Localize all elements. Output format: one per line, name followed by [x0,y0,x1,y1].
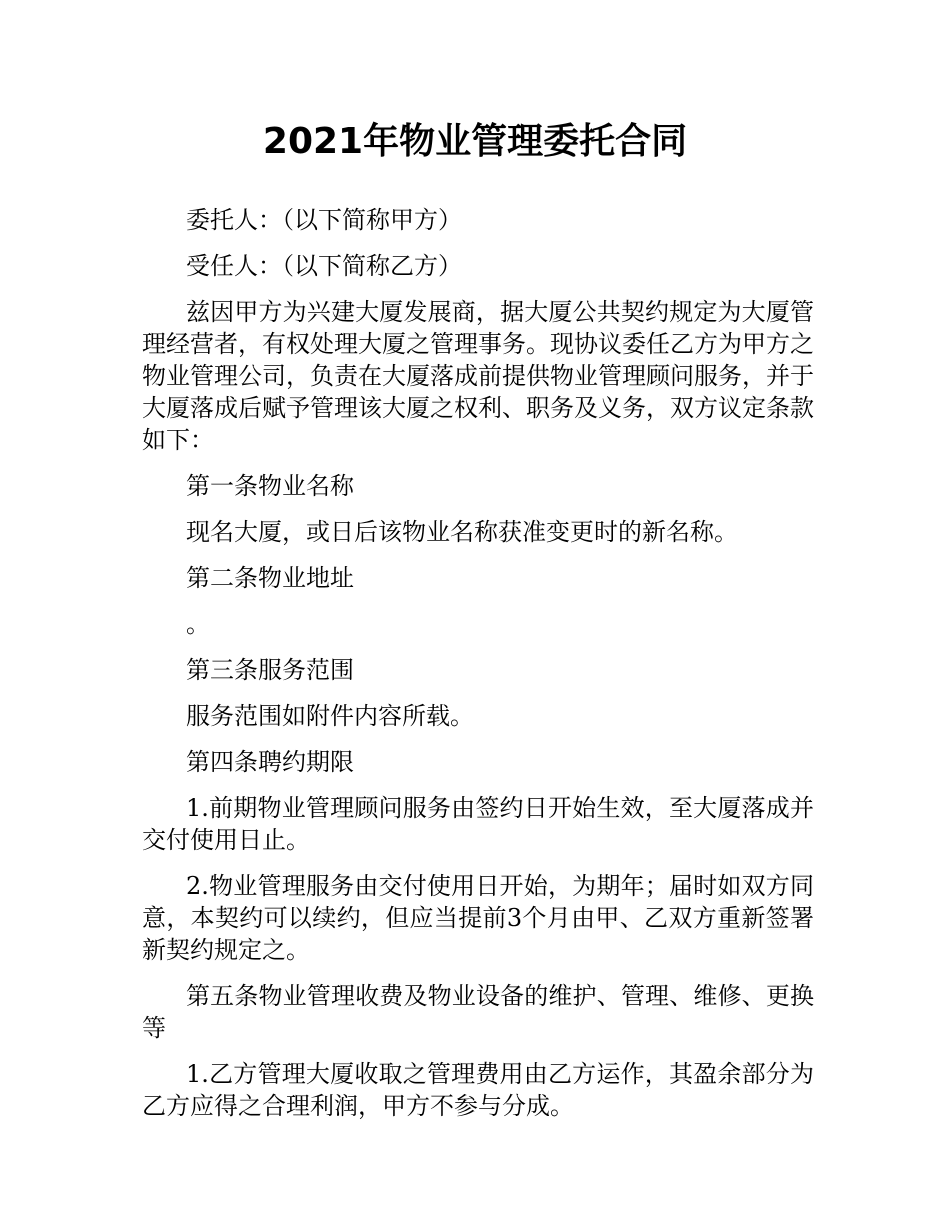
article-5-heading: 第五条物业管理收费及物业设备的维护、管理、维修、更换等 [142,982,814,1042]
article-2-body: 。 [186,610,210,638]
document-body [142,204,814,1136]
paragraph-principal: 委托人：（以下简称甲方） [186,206,462,234]
paragraph-preamble: 兹因甲方为兴建大厦发展商，据大厦公共契约规定为大厦管理经营者，有权处理大厦之管理事务。现协议委任乙方为甲方之物业管理公司，负责在大厦落成前提供物业管理顾问服务，并于大厦落成后赋予管理该大厦之权利、职务及义务，双方议定条款如下： [142,298,814,454]
article-1-heading: 第一条物业名称 [186,472,354,500]
document-title: 2021年物业管理委托合同 [262,121,688,162]
article-3-body: 服务范围如附件内容所载。 [186,702,474,730]
article-2-heading: 第二条物业地址 [186,564,354,592]
article-5-clause-1: 1.乙方管理大厦收取之管理费用由乙方运作，其盈余部分为乙方应得之合理利润，甲方不参与分成。 [142,1060,814,1120]
article-4-heading: 第四条聘约期限 [186,748,354,776]
article-4-clause-1: 1.前期物业管理顾问服务由签约日开始生效，至大厦落成并交付使用日止。 [142,794,814,854]
article-1-body: 现名大厦，或日后该物业名称获准变更时的新名称。 [186,518,738,546]
article-4-clause-2: 2.物业管理服务由交付使用日开始，为期年；届时如双方同意，本契约可以续约，但应当提前3个月由甲、乙双方重新签署新契约规定之。 [142,872,814,964]
article-3-heading: 第三条服务范围 [186,656,354,684]
paragraph-agent: 受任人：（以下简称乙方） [186,252,462,280]
